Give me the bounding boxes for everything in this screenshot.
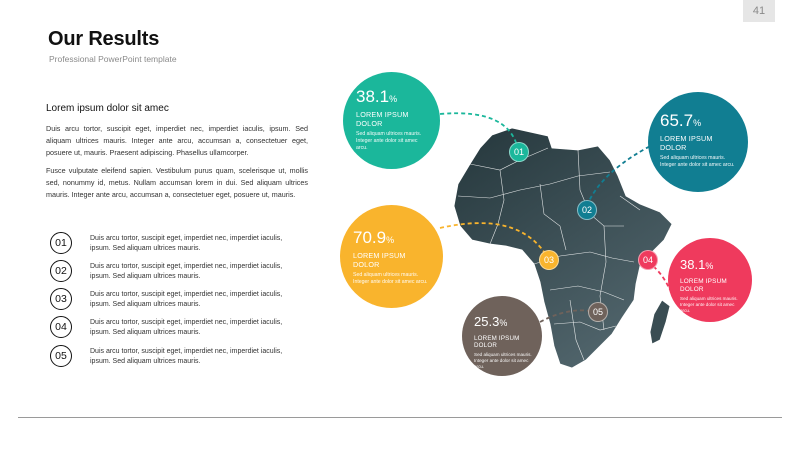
page-number: 41	[743, 0, 775, 22]
stat-bubble-01	[343, 72, 440, 169]
stat-label: LOREM IPSUM DOLOR	[356, 110, 409, 128]
stat-text: Sed aliquam ultrices mauris. Integer ante dolor sit amec arcu.	[353, 272, 428, 285]
madagascar-silhouette	[650, 300, 670, 344]
stat-label: LOREM IPSUM DOLOR	[680, 278, 727, 293]
list-item-text: Duis arcu tortor, suscipit eget, imperdiet nec, imperdiet iaculis, ipsum. Sed aliquam ultrices mauris.	[90, 319, 283, 336]
list-item-text: Duis arcu tortor, suscipit eget, imperdiet nec, imperdiet iaculis, ipsum. Sed aliquam ultrices mauris.	[90, 291, 283, 308]
list-item-text: Duis arcu tortor, suscipit eget, imperdiet nec, imperdiet iaculis, ipsum. Sed aliquam ultrices mauris.	[90, 348, 283, 365]
stat-value: 25.3%	[474, 314, 508, 329]
stat-value: 65.7%	[660, 111, 702, 130]
map-marker-04: 04	[638, 250, 658, 270]
stat-value: 38.1%	[680, 257, 714, 272]
intro-paragraph-1: Duis arcu tortor, suscipit eget, imperdiet nec, imperdiet iaculis, ipsum. Sed aliquam ultrices mauris. Integer ante arcu, accumsan a, consectetuer eget, posuere ut, mauris. Praesent adipiscing. Phasellus ullamcorper.	[46, 124, 308, 157]
map-marker-05: 05	[588, 302, 608, 322]
number-circle: 02	[50, 260, 72, 282]
stat-label: LOREM IPSUM DOLOR	[474, 335, 520, 349]
bottom-divider	[18, 417, 782, 418]
intro-paragraph-2: Fusce vulputate eleifend sapien. Vestibulum purus quam, scelerisque ut, mollis sed, nonummy id, metus. Nullam accumsan lorem in dui. Sed aliquam ultrices mauris. Integer ante arcu, accumsan a, consectetuer eget, posuere ut, mauris.	[46, 166, 308, 199]
stat-value: 70.9%	[353, 228, 395, 247]
number-circle: 01	[50, 232, 72, 254]
slide-subtitle: Professional PowerPoint template	[49, 54, 177, 64]
map-marker-03: 03	[539, 250, 559, 270]
stat-bubble-04	[668, 238, 752, 322]
intro-heading: Lorem ipsum dolor sit amec	[46, 103, 169, 114]
stat-bubble-05	[462, 296, 542, 376]
number-circle: 05	[50, 345, 72, 367]
slide-title: Our Results	[48, 28, 160, 50]
stat-text: Sed aliquam ultrices mauris. Integer ante dolor sit amec arcu.	[474, 352, 532, 369]
list-item-text: Duis arcu tortor, suscipit eget, imperdiet nec, imperdiet iaculis, ipsum. Sed aliquam ultrices mauris.	[90, 263, 283, 280]
number-circle: 03	[50, 288, 72, 310]
stat-bubble-02	[648, 92, 748, 192]
stat-label: LOREM IPSUM DOLOR	[660, 134, 713, 152]
stat-text: Sed aliquam ultrices mauris. Integer ante dolor sit amec arcu.	[660, 155, 735, 168]
stat-label: LOREM IPSUM DOLOR	[353, 251, 406, 269]
map-marker-02: 02	[577, 200, 597, 220]
list-item-text: Duis arcu tortor, suscipit eget, imperdiet nec, imperdiet iaculis, ipsum. Sed aliquam ultrices mauris.	[90, 235, 283, 252]
map-marker-01: 01	[509, 142, 529, 162]
stat-value: 38.1%	[356, 87, 398, 106]
stat-bubble-03	[340, 205, 443, 308]
number-circle: 04	[50, 316, 72, 338]
stat-text: Sed aliquam ultrices mauris. Integer ante dolor sit amec arcu.	[680, 296, 738, 313]
stat-text: Sed aliquam ultrices mauris. Integer ante dolor sit amec arcu.	[356, 131, 422, 151]
